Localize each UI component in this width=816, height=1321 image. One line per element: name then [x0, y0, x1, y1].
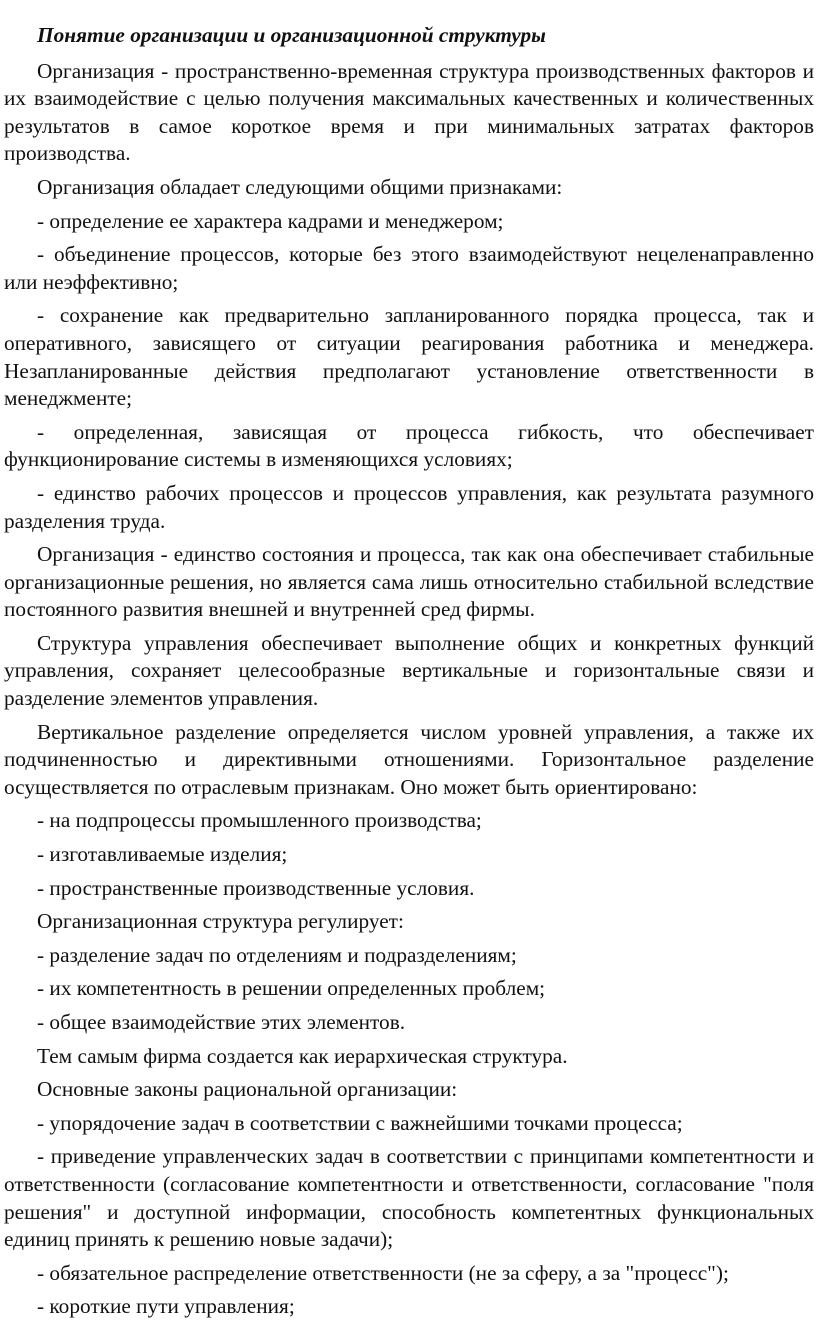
list-item: - короткие пути управления;: [37, 1294, 295, 1319]
document-title: Понятие организации и организационной структуры: [37, 23, 546, 47]
paragraph-2: Организация обладает следующими общими признаками:: [37, 174, 563, 199]
list-item: - объединение процессов, которые без этого взаимодействуют нецеленаправленно или неэффективно;: [4, 242, 814, 294]
list-item: - на подпроцессы промышленного производства;: [37, 808, 482, 833]
paragraph-1: Организация - пространственно-временная структура производственных факторов и их взаимодействие с целью получения максимальных качественных и количественных результатов в самое короткое время и при минимальных затратах факторов производства.: [4, 58, 814, 166]
list-item: - определение ее характера кадрами и менеджером;: [37, 208, 504, 233]
list-item: - сохранение как предварительно запланированного порядка процесса, так и оперативного, зависящего от ситуации реагирования работника и менеджера. Незапланированные действия предполагают установление ответственности в менеджменте;: [4, 303, 814, 411]
paragraph-3: Организация - единство состояния и процесса, так как она обеспечивает стабильные организационные решения, но является сама лишь относительно стабильной вследствие постоянного развития внешней и внутренней сред фирмы.: [4, 542, 814, 622]
list-item: - определенная, зависящая от процесса гибкость, что обеспечивает функционирование системы в изменяющихся условиях;: [4, 419, 814, 472]
list-item: - приведение управленческих задач в соответствии с принципами компетентности и ответственности (согласование компетентности и ответственности, согласование "поля решения" и доступной информации, способность компетентных функциональных единиц принять к решению новые задачи);: [4, 1144, 814, 1252]
list-item: - упорядочение задач в соответствии с важнейшими точками процесса;: [37, 1110, 683, 1135]
paragraph-5: Вертикальное разделение определяется числом уровней управления, а также их подчиненностью и директивными отношениями. Горизонтальное разделение осуществляется по отраслевым признакам. Оно может быть ориентировано:: [4, 719, 814, 799]
list-item: - единство рабочих процессов и процессов управления, как результата разумного разделения труда.: [4, 480, 814, 533]
list-item: - их компетентность в решении определенных проблем;: [37, 976, 546, 1001]
list-item: - общее взаимодействие этих элементов.: [37, 1010, 406, 1034]
list-item: - обязательное распределение ответственности (не за сферу, а за "процесс");: [37, 1260, 729, 1285]
paragraph-7: Тем самым фирма создается как иерархическая структура.: [37, 1043, 568, 1068]
paragraph-6: Организационная структура регулирует:: [37, 909, 404, 934]
paragraph-8: Основные законы рациональной организации:: [37, 1077, 458, 1102]
list-item: - изготавливаемые изделия;: [37, 842, 288, 867]
list-item: - разделение задач по отделениям и подразделениям;: [37, 942, 517, 967]
list-item: - пространственные производственные условия.: [37, 875, 475, 900]
paragraph-4: Структура управления обеспечивает выполнение общих и конкретных функций управления, сохраняет целесообразные вертикальные и горизонтальные связи и разделение элементов управления.: [4, 630, 814, 711]
